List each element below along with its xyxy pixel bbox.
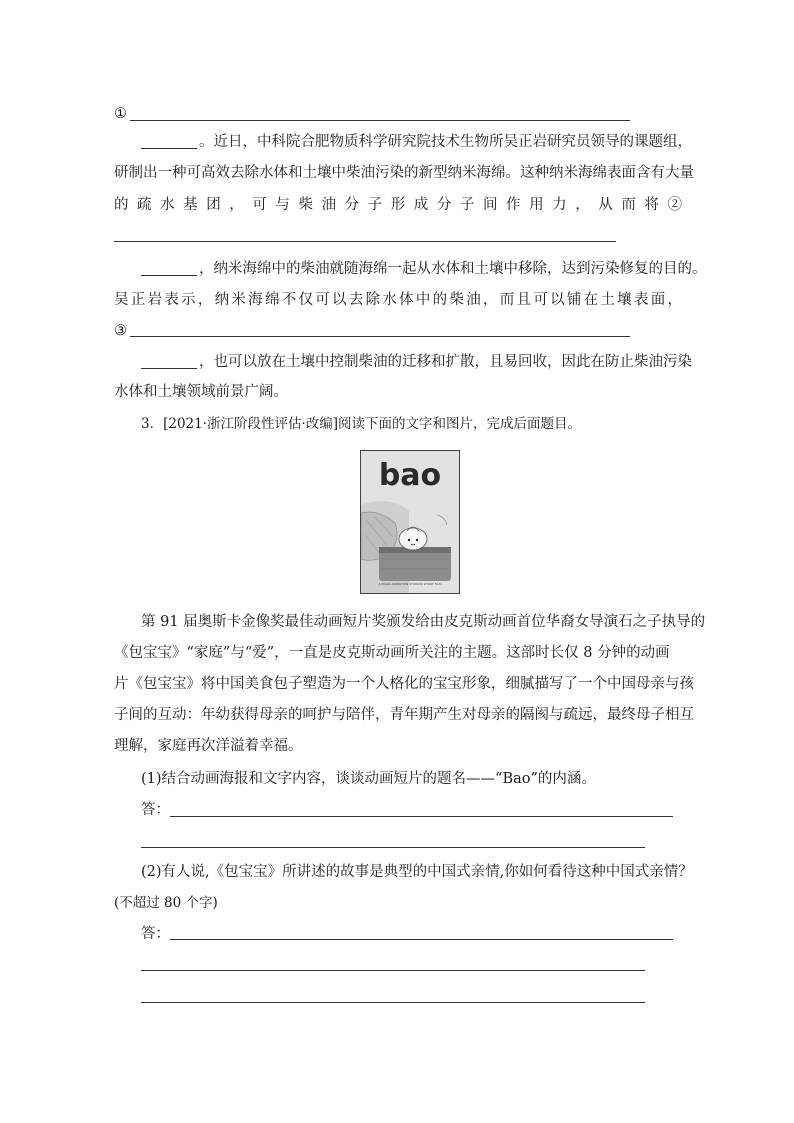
blank-underline	[141, 353, 197, 369]
blank-mark-1: ①	[114, 106, 127, 122]
bao-poster-image	[360, 450, 460, 594]
blank-underline	[141, 133, 197, 149]
sub-question-2-limit: (不超过 80 个字)	[114, 895, 218, 911]
answer-label: 答：	[141, 802, 170, 818]
sub-question-1: (1)结合动画海报和文字内容，谈谈动画短片的题名——“Bao”的内涵。	[141, 771, 596, 787]
answer-line	[141, 970, 645, 971]
paragraph-text: 水体和土壤领域前景广阔。	[114, 384, 288, 400]
blank-underline	[141, 260, 197, 276]
blank-mark-3: ③	[114, 323, 127, 339]
answer-line	[170, 939, 673, 940]
answer-label: 答：	[141, 926, 170, 942]
paragraph-text: 的疏水基团，可与柴油分子形成分子间作用力，从而将②	[114, 197, 682, 213]
question-header: 3．[2021·浙江阶段性评估·改编]阅读下面的文字和图片，完成后面题目。	[141, 416, 582, 432]
poster-title: bao	[378, 458, 442, 493]
poster-caption: A PIXAR ANIMATION STUDIOS SHORT FILM	[378, 582, 442, 586]
answer-line	[141, 847, 645, 848]
paragraph-line	[141, 352, 692, 372]
passage-text: 第 91 届奥斯卡金像奖最佳动画短片奖颁发给由皮克斯动画首位华裔女导演石之子执导的	[141, 614, 706, 630]
paragraph-text: 吴正岩表示，纳米海绵不仅可以去除水体中的柴油，而且可以铺在土壤表面，	[114, 292, 682, 308]
answer-line-2	[114, 241, 616, 242]
paragraph-text: ，纳米海绵中的柴油就随海绵一起从水体和土壤中移除，达到污染修复的目的。	[199, 261, 707, 277]
sub-question-2: (2)有人说,《包宝宝》所讲述的故事是典型的中国式亲情,你如何看待这种中国式亲情？	[141, 864, 693, 880]
passage-text: 《包宝宝》“家庭”与“爱”，一直是皮克斯动画所关注的主题。这部时长仅 8 分钟的动画	[114, 645, 670, 661]
answer-line-1	[130, 120, 630, 121]
paragraph-text: ，也可以放在土壤中控制柴油的迁移和扩散，且易回收，因此在防止柴油污染	[199, 354, 692, 370]
paragraph-text: 。近日，中科院合肥物质科学研究院技术生物所吴正岩研究员领导的课题组，	[199, 134, 692, 150]
answer-line	[170, 816, 673, 817]
paragraph-line	[141, 259, 707, 279]
passage-text: 子间的互动：年幼获得母亲的呵护与陪伴，青年期产生对母亲的隔阂与疏远，最终母子相互	[114, 707, 694, 723]
bao-poster-art	[361, 451, 459, 593]
paragraph-line	[141, 132, 692, 152]
answer-line-3	[130, 336, 630, 337]
answer-line	[141, 1002, 645, 1003]
passage-text: 理解，家庭再次洋溢着幸福。	[114, 738, 303, 754]
passage-text: 片《包宝宝》将中国美食包子塑造为一个人格化的宝宝形象，细腻描写了一个中国母亲与孩	[114, 676, 694, 692]
paragraph-text: 研制出一种可高效去除水体和土壤中柴油污染的新型纳米海绵。这种纳米海绵表面含有大量	[114, 165, 694, 181]
